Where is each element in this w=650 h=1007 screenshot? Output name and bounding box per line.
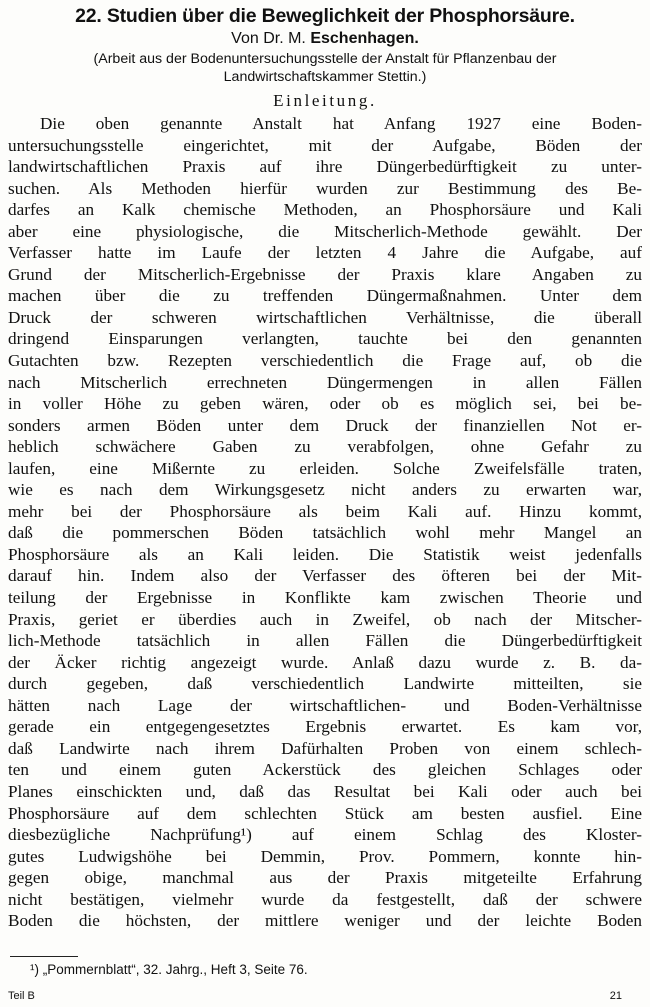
body-line: daß Landwirte nach ihrem Dafürhalten Proben von einem schlech- bbox=[8, 738, 642, 758]
body-line: Verfasser hatte im Laufe der letzten 4 Jahre die Aufgabe, auf bbox=[8, 243, 642, 263]
body-line: lich-Methode tatsächlich in allen Fällen die Düngerbedürftigkeit bbox=[8, 631, 642, 651]
article-title: 22. Studien über die Beweglichkeit der Phosphorsäure. bbox=[75, 5, 575, 27]
body-line: in voller Höhe zu geben wären, oder ob es möglich sei, bei be- bbox=[8, 394, 642, 414]
body-line: durch gegeben, daß verschiedentlich Landwirte mitteilten, sie bbox=[8, 674, 642, 694]
body-line: nicht bestätigen, vielmehr wurde da festgestellt, daß der schwere bbox=[8, 889, 642, 909]
section-heading: Einleitung. bbox=[273, 91, 377, 110]
body-line: aber eine physiologische, die Mitscherlich-Methode gewählt. Der bbox=[8, 221, 642, 241]
body-line: Phosphorsäure als an Kali leiden. Die Statistik weist jedenfalls bbox=[8, 544, 642, 564]
body-line: Die oben genannte Anstalt hat Anfang 1927 eine Boden- bbox=[40, 114, 642, 133]
body-line: Druck der schweren wirtschaftlichen Verhältnisse, die überall bbox=[8, 307, 642, 327]
body-line: Grund der Mitscherlich-Ergebnisse der Praxis klare Angaben zu bbox=[8, 264, 642, 284]
affiliation-line-1: (Arbeit aus der Bodenuntersuchungsstelle der Anstalt für Pflanzenbau der bbox=[93, 51, 557, 67]
author-line bbox=[8, 28, 642, 50]
body-line: gutes Ludwigshöhe bei Demmin, Prov. Pommern, konnte hin- bbox=[8, 846, 642, 866]
body-line: mehr bei der Phosphorsäure als beim Kali auf. Hinzu kommt, bbox=[8, 501, 642, 521]
body-line: darauf hin. Indem also der Verfasser des öfteren bei der Mit- bbox=[8, 566, 642, 586]
author-name: Eschenhagen. bbox=[310, 30, 419, 47]
affiliation-line-2: Landwirtschaftskammer Stettin.) bbox=[223, 69, 427, 85]
body-line: heblich schwächere Gaben zu verabfolgen, ohne Gefahr zu bbox=[8, 437, 642, 457]
body-line: untersuchungsstelle eingerichtet, mit der Aufgabe, Böden der bbox=[8, 135, 642, 155]
body-line: daß die pommerschen Böden tatsächlich wohl mehr Mangel an bbox=[8, 523, 642, 543]
body-line: landwirtschaftlichen Praxis auf ihre Düngerbedürftigkeit zu unter- bbox=[8, 157, 642, 177]
body-line: suchen. Als Methoden hierfür wurden zur Bestimmung des Be- bbox=[8, 178, 642, 198]
body-line: dringend Einsparungen verlangten, tauchte bei den genannten bbox=[8, 329, 642, 349]
body-line: ten und einem guten Ackerstück des gleichen Schlages oder bbox=[8, 760, 642, 780]
footnote: ¹) „Pommernblatt“, 32. Jahrg., Heft 3, Seite 76. bbox=[30, 962, 308, 977]
body-line: gerade ein entgegengesetztes Ergebnis erwartet. Es kam vor, bbox=[8, 717, 642, 737]
body-line: laufen, eine Mißernte zu erleiden. Solche Zweifelsfälle traten, bbox=[8, 458, 642, 478]
body-line: der Äcker richtig angezeigt wurde. Anlaß dazu wurde z. B. da- bbox=[8, 652, 642, 672]
author-prefix: Von Dr. M. bbox=[231, 30, 306, 47]
page-number: 21 bbox=[609, 990, 622, 1002]
body-line: darfes an Kalk chemische Methoden, an Phosphorsäure und Kali bbox=[8, 200, 642, 220]
body-line: machen über die zu treffenden Düngermaßnahmen. Unter dem bbox=[8, 286, 642, 306]
body-line: Planes einschickten und, daß das Resultat bei Kali oder auch bei bbox=[8, 781, 642, 801]
body-line: Gutachten bzw. Rezepten verschiedentlich die Frage auf, ob die bbox=[8, 351, 642, 371]
body-line: Praxis, geriet er überdies auch in Zweifel, ob nach der Mitscher- bbox=[8, 609, 642, 629]
body-line: diesbezügliche Nachprüfung¹) auf einem Schlag des Kloster- bbox=[8, 825, 642, 845]
footnote-rule bbox=[10, 956, 78, 957]
affiliation bbox=[10, 50, 640, 86]
body-line: Boden die höchsten, der mittlere weniger und der leichte Boden bbox=[8, 911, 642, 931]
body-text bbox=[8, 113, 642, 932]
body-line: sonders armen Böden unter dem Druck der finanziellen Not er- bbox=[8, 415, 642, 435]
body-line: Phosphorsäure auf dem schlechten Stück am besten ausfiel. Eine bbox=[8, 803, 642, 823]
body-line: gegen obige, manchmal aus der Praxis mitgeteilte Erfahrung bbox=[8, 868, 642, 888]
body-line: wie es nach dem Wirkungsgesetz nicht anders zu erwarten war, bbox=[8, 480, 642, 500]
footer-section: Teil B bbox=[8, 990, 35, 1002]
body-line: hätten nach Lage der wirtschaftlichen- und Boden-Verhältnisse bbox=[8, 695, 642, 715]
body-line: teilung der Ergebnisse in Konflikte kam zwischen Theorie und bbox=[8, 588, 642, 608]
body-line: nach Mitscherlich errechneten Düngermengen in allen Fällen bbox=[8, 372, 642, 392]
page bbox=[8, 0, 642, 1007]
